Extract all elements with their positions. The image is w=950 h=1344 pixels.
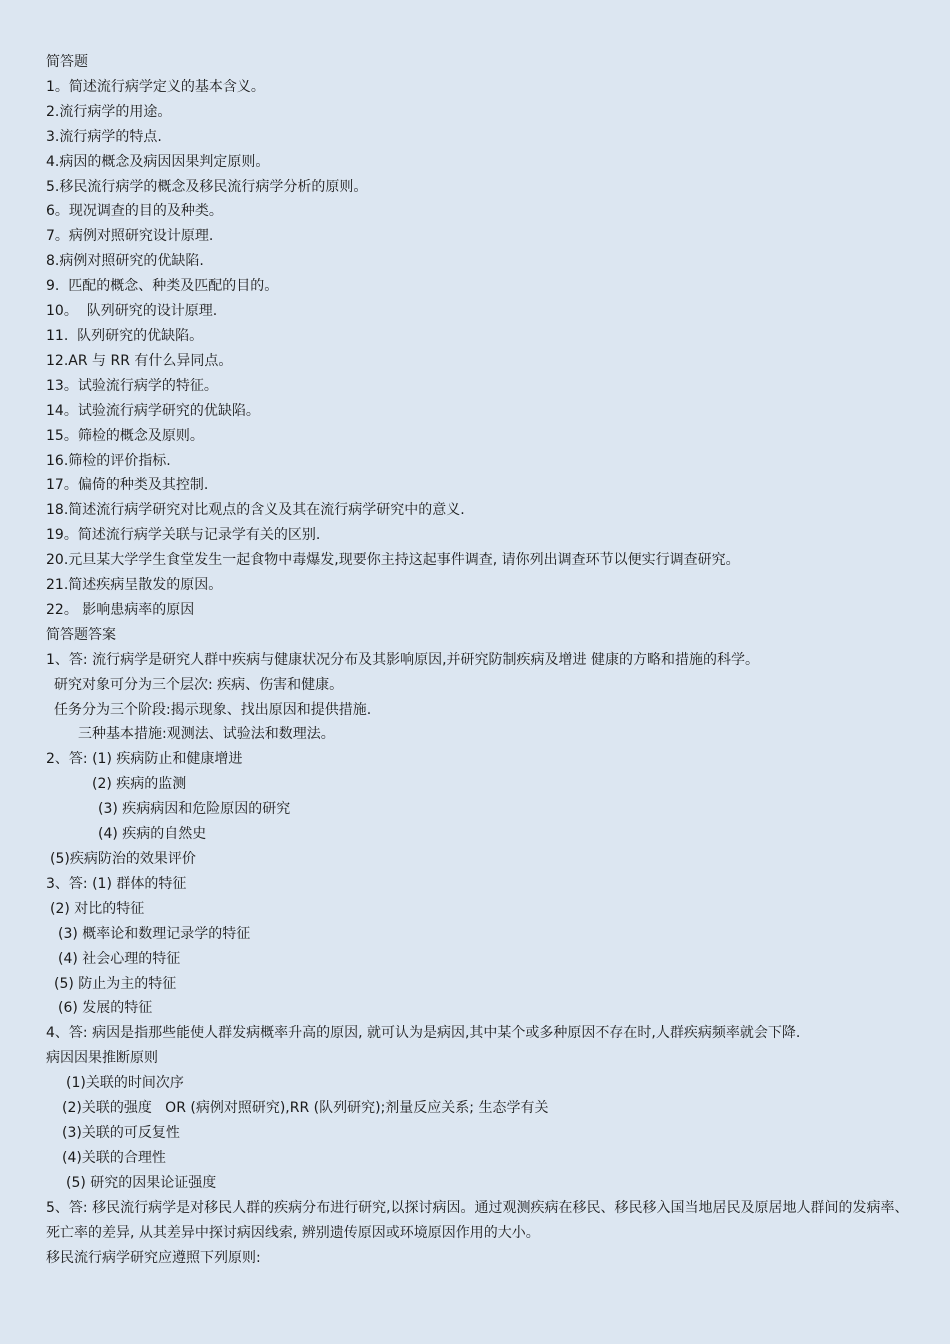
answer-line: 任务分为三个阶段:揭示现象、找出原因和提供措施. [54, 701, 372, 718]
question-item: 17。偏倚的种类及其控制. [46, 477, 209, 494]
question-item: 10。 队列研究的设计原理. [46, 303, 218, 320]
answer-line: 1、答: 流行病学是研究人群中疾病与健康状况分布及其影响原因,并研究防制疾病及增进 健康的方略和措施的科学。 [46, 651, 759, 668]
answer-line: (4) 社会心理的特征 [58, 950, 181, 967]
answer-line: (2)关联的强度 OR (病例对照研究),RR (队列研究);剂量反应关系; 生态学有关 [62, 1100, 549, 1117]
answer-line: (5) 研究的因果论证强度 [66, 1174, 217, 1191]
question-list [46, 75, 916, 623]
questions-heading: 简答题 [46, 54, 88, 70]
question-item: 5.移民流行病学的概念及移民流行病学分析的原则。 [46, 178, 368, 195]
answer-line: 3、答: (1) 群体的特征 [46, 875, 187, 892]
answer-line: (5)疾病防治的效果评价 [50, 851, 196, 867]
document-page [46, 50, 916, 1270]
question-item: 16.筛检的评价指标. [46, 452, 171, 469]
answer-line: 移民流行病学研究应遵照下列原则: [46, 1249, 261, 1266]
question-item: 7。病例对照研究设计原理. [46, 228, 214, 245]
question-item: 19。简述流行病学关联与记录学有关的区别. [46, 527, 321, 544]
answer-line: (1)关联的时间次序 [66, 1075, 184, 1092]
answer-line: (3) 疾病病因和危险原因的研究 [98, 801, 291, 818]
answer-line: 三种基本措施:观测法、试验法和数理法。 [78, 726, 335, 743]
answer-line: 研究对象可分为三个层次: 疾病、伤害和健康。 [54, 676, 344, 693]
answer-line: (3)关联的可反复性 [62, 1124, 180, 1141]
answer-line: (4)关联的合理性 [62, 1149, 166, 1166]
question-item: 12.AR 与 RR 有什么异同点。 [46, 352, 233, 369]
question-item: 2.流行病学的用途。 [46, 103, 172, 120]
answer-line: 5、答: 移民流行病学是对移民人群的疾病分布进行研究,以探讨病因。通过观测疾病在移民、移民移入国当地居民及原居地人群间的发病率、死亡率的差异, 从其差异中探讨病因线索, 辨别遗传原因或环境原因作用的大小。 [46, 1199, 909, 1241]
answer-line: 2、答: (1) 疾病防止和健康增进 [46, 751, 243, 768]
question-item: 18.简述流行病学研究对比观点的含义及其在流行病学研究中的意义. [46, 502, 465, 519]
question-item: 15。筛检的概念及原则。 [46, 427, 204, 444]
answer-line: 病因因果推断原则 [46, 1050, 158, 1067]
answers-heading: 简答题答案 [46, 626, 116, 643]
question-item: 14。试验流行病学研究的优缺陷。 [46, 402, 260, 419]
answer-line: (6) 发展的特征 [58, 1000, 153, 1017]
question-item: 21.简述疾病呈散发的原因。 [46, 577, 223, 594]
answer-line: (2) 疾病的监测 [92, 776, 187, 793]
answer-line: (5) 防止为主的特征 [54, 975, 177, 992]
answer-line: (3) 概率论和数理记录学的特征 [58, 925, 251, 942]
question-item: 8.病例对照研究的优缺陷. [46, 253, 204, 270]
question-item: 22。 影响患病率的原因 [46, 601, 195, 618]
answer-line: (2) 对比的特征 [50, 900, 145, 917]
question-item: 13。试验流行病学的特征。 [46, 377, 218, 394]
question-item: 4.病因的概念及病因因果判定原则。 [46, 153, 270, 170]
question-item: 3.流行病学的特点. [46, 128, 162, 145]
question-item: 1。简述流行病学定义的基本含义。 [46, 78, 265, 95]
question-item: 9. 匹配的概念、种类及匹配的目的。 [46, 278, 279, 295]
answer-list [46, 648, 916, 1271]
question-item: 6。现况调查的目的及种类。 [46, 203, 223, 220]
question-item: 20.元旦某大学学生食堂发生一起食物中毒爆发,现要你主持这起事件调查, 请你列出调查环节以便实行调查研究。 [46, 552, 740, 569]
answer-line: 4、答: 病因是指那些能使人群发病概率升高的原因, 就可认为是病因,其中某个或多种原因不存在时,人群疾病频率就会下降. [46, 1025, 801, 1042]
answer-line: (4) 疾病的自然史 [98, 826, 207, 843]
question-item: 11. 队列研究的优缺陷。 [46, 327, 204, 344]
